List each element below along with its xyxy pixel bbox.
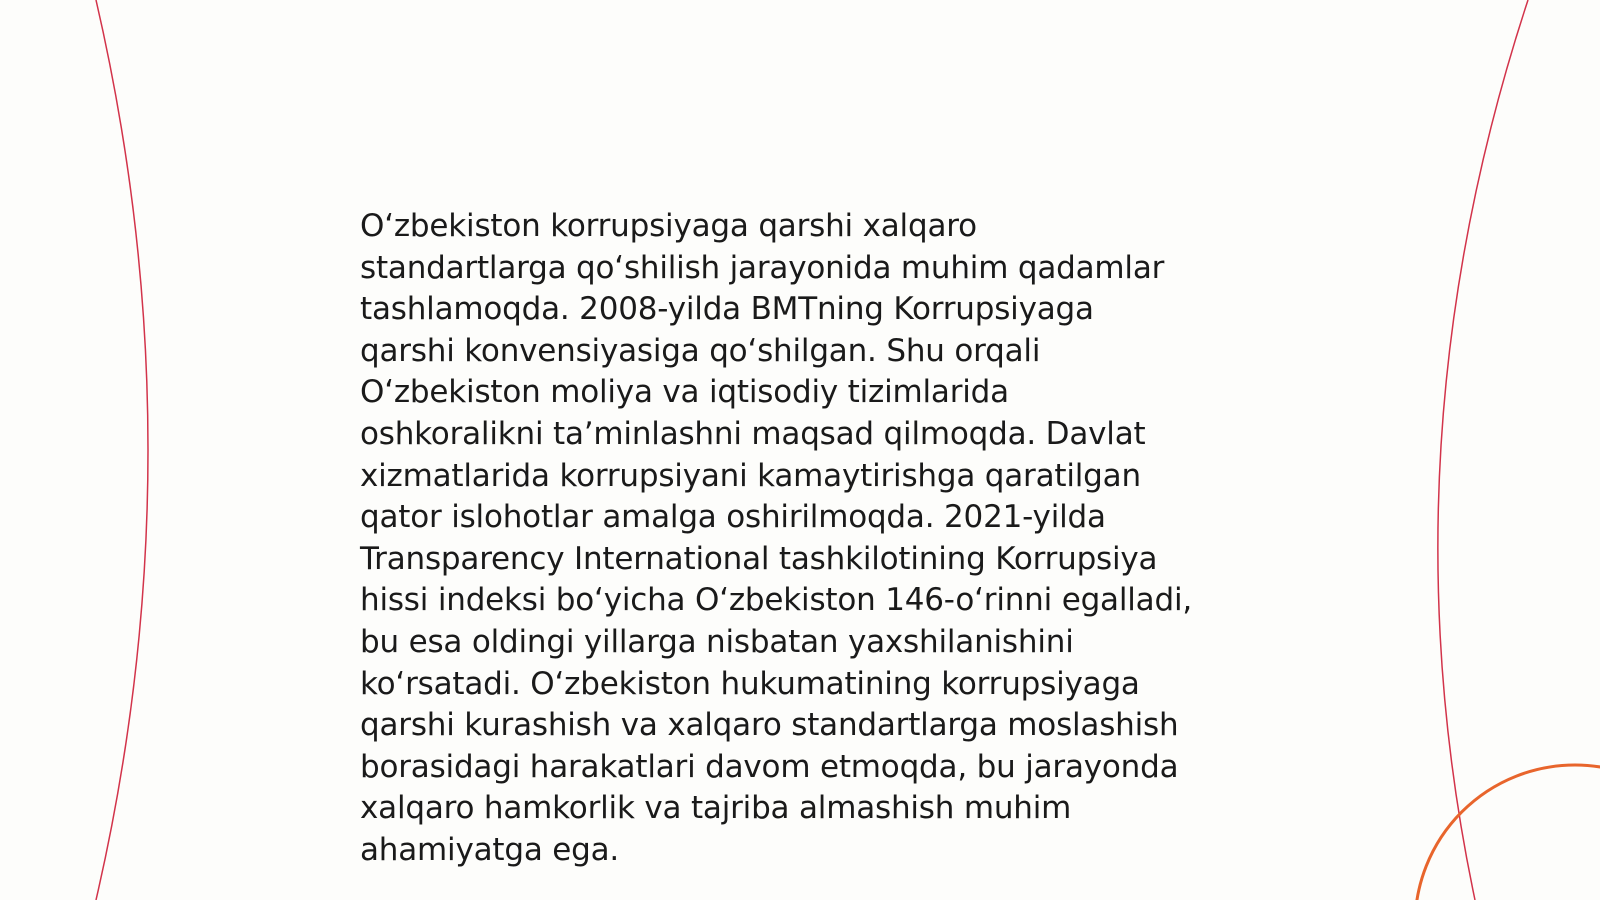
left-curve-line — [96, 0, 148, 900]
orange-arc — [1415, 765, 1600, 900]
right-curve-line — [1438, 0, 1528, 900]
body-paragraph: O‘zbekiston korrupsiyaga qarshi xalqaro standartlarga qo‘shilish jarayonida muhim qadamlar tashlamoqda. 2008-yilda BMTning Korrupsiyaga qarshi konvensiyasiga qo‘shilgan. Shu orqali O‘zbekiston moliya va iqtisodiy tizimlarida oshkoralikni ta’minlashni maqsad qilmoqda. Davlat xizmatlarida korrupsiyani kamaytirishga qaratilgan qator islohotlar amalga oshirilmoqda. 2021-yilda Transparency International tashkilotining Korrupsiya hissi indeksi bo‘yicha O‘zbekiston 146-o‘rinni egalladi, bu esa oldingi yillarga nisbatan yaxshilanishini ko‘rsatadi. O‘zbekiston hukumatining korrupsiyaga qarshi kurashish va xalqaro standartlarga moslashish borasidagi harakatlari davom etmoqda, bu jarayonda xalqaro hamkorlik va tajriba almashish muhim ahamiyatga ega. — [360, 208, 1193, 868]
